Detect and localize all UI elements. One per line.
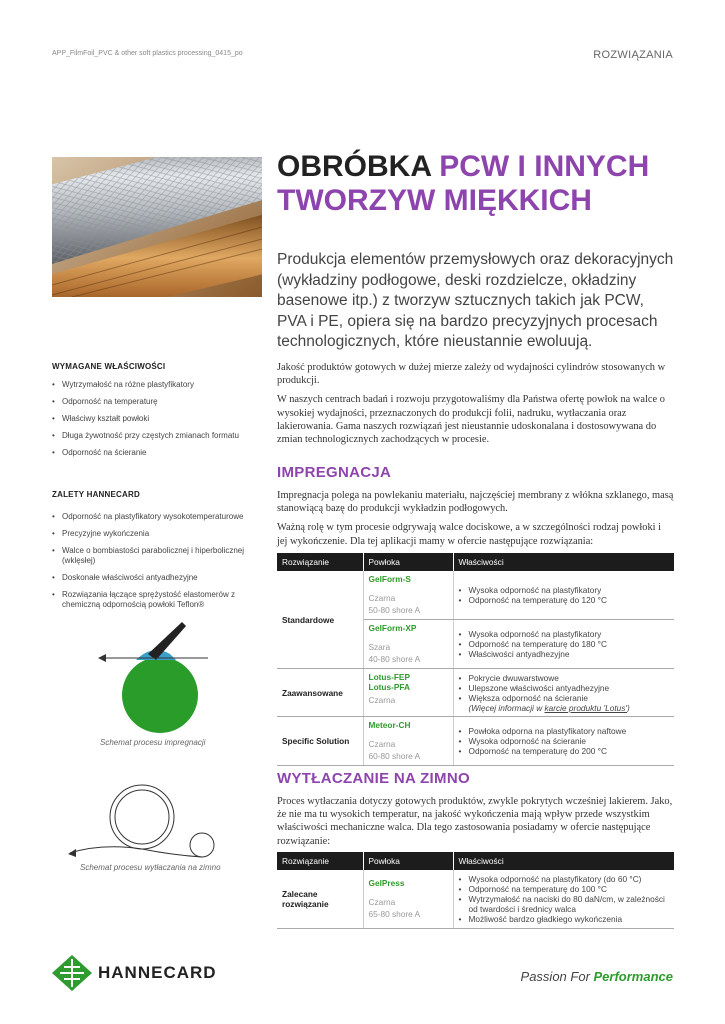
solution-cell: Zaawansowane: [277, 669, 363, 717]
hero-roller-image: [52, 157, 262, 297]
product-note: [459, 703, 670, 713]
solution-cell: Standardowe: [277, 571, 363, 669]
impregnation-table: [277, 553, 674, 766]
product-color: Szara: [368, 642, 391, 652]
product-name: Meteor-CH: [368, 720, 411, 730]
required-properties-heading: WYMAGANE WŁAŚCIWOŚCI: [52, 362, 166, 371]
embossing-caption: Schemat procesu wytłaczania na zimno: [80, 863, 221, 872]
product-hardness: 65-80 shore A: [368, 908, 421, 919]
title-purple-part-2: TWORZYW MIĘKKICH: [277, 184, 592, 217]
properties-cell: [453, 717, 674, 766]
embossing-diagram: [62, 783, 222, 863]
hannecard-logo-text: HANNECARD: [98, 963, 217, 982]
impregnation-diagram: [90, 620, 210, 735]
list-item: • Precyzyjne wykończenia: [52, 529, 267, 539]
page-title: [277, 150, 657, 218]
impregnation-heading: IMPREGNACJA: [277, 464, 392, 481]
coating-cell: [363, 620, 453, 669]
body-paragraph: Ważną rolę w tym procesie odgrywają walce dociskowe, a w szczególności rodzaj powłoki i jej wykończenie. Dla tej aplikacji mamy w ofercie następujące rozwiązania:: [277, 522, 662, 547]
impregnation-table-wrap: [277, 553, 674, 766]
list-item: • Wytrzymałość na różne plastyfikatory: [52, 380, 262, 390]
solution-cell: Specific Solution: [277, 717, 363, 766]
property-item: • Pokrycie dwuwarstwowe: [459, 673, 670, 683]
document-code: APP_FilmFoil_PVC & other soft plastics processing_0415_po: [52, 50, 243, 57]
table-row: [277, 669, 674, 717]
property-item: • Wysoka odporność na plastyfikatory: [459, 629, 670, 639]
property-item: • Właściwości antyadhezyjne: [459, 649, 670, 659]
required-properties-list: [52, 380, 262, 465]
product-color: Czarna: [368, 695, 396, 705]
title-dark-part: OBRÓBKA: [277, 150, 431, 183]
property-item: • Wytrzymałość na naciski do 80 daN/cm, w zależności od twardości i średnicy walca: [459, 894, 670, 914]
property-item: • Powłoka odporna na plastyfikatory naftowe: [459, 726, 670, 736]
product-name: Lotus-FEP: [368, 672, 410, 682]
tagline-emphasis: Performance: [593, 969, 673, 984]
embossing-table: [277, 852, 674, 929]
property-item: • Odporność na temperaturę do 200 °C: [459, 746, 670, 756]
title-purple-part-1: PCW I INNYCH: [439, 150, 650, 183]
note-text: ): [627, 702, 630, 713]
solution-line: Zalecane: [282, 888, 318, 899]
body-paragraph: Proces wytłaczania dotyczy gotowych produktów, zwykle pokrytych wcześniej lakierem. Jako, że nie ma tu wysokich temperatur, na jakość wykończenia mają wpływ przede wszystkim właściwości mechaniczne walca. Dla tego zastosowania posiadamy w ofercie następujące rozwiązanie:: [277, 796, 673, 847]
lotus-product-link[interactable]: karcie produktu 'Lotus': [544, 702, 627, 713]
embossing-table-wrap: [277, 852, 674, 929]
body-paragraph: Impregnacja polega na powlekaniu materiału, najczęściej membrany z włókna szklanego, masą stanowiącą bazę do produkcji wykładzin podłogowych.: [277, 490, 674, 515]
property-item: • Wysoka odporność na ścieranie: [459, 736, 670, 746]
properties-cell: [453, 870, 674, 928]
list-item: • Odporność na plastyfikatory wysokotemperaturowe: [52, 512, 267, 522]
column-header: Rozwiązanie: [277, 553, 363, 571]
list-item: • Odporność na temperaturę: [52, 397, 262, 407]
product-hardness: 40-80 shore A: [368, 654, 421, 664]
intro-paragraph: Produkcja elementów przemysłowych oraz dekoracyjnych (wykładziny podłogowe, deski rozdzielcze, okładziny basenowe itp.) z tworzyw sztucznych takich jak PCW, PVA i PE, opiera się na bardzo precyzyjnych procesach technologicznych, które nieustannie ewoluują.: [277, 251, 674, 350]
advantages-list: [52, 512, 267, 617]
product-name: Lotus-PFA: [368, 682, 410, 692]
product-name: GelForm-S: [368, 574, 411, 584]
table-row: [277, 571, 674, 620]
tagline: [521, 969, 673, 984]
column-header: Rozwiązanie: [277, 852, 363, 870]
column-header: Powłoka: [363, 553, 453, 571]
body-intro: [277, 361, 674, 452]
note-text: (Więcej informacji w: [468, 702, 545, 713]
body-paragraph: Jakość produktów gotowych w dużej mierze zależy od wydajności cylindrów stosowanych w produkcji.: [277, 362, 666, 387]
product-hardness: 60-80 shore A: [368, 751, 421, 761]
embossing-text: [277, 795, 674, 854]
tagline-part: Passion For: [520, 969, 594, 984]
solution-cell: [277, 870, 363, 928]
list-item: • Właściwy kształt powłoki: [52, 414, 262, 424]
product-name: GelPress: [368, 877, 405, 888]
property-item: • Wysoka odporność na plastyfikatory: [459, 585, 670, 595]
solution-line: rozwiązanie: [282, 898, 329, 909]
coating-cell: [363, 571, 453, 620]
column-header: Właściwości: [453, 553, 674, 571]
properties-cell: [453, 571, 674, 620]
product-color: Czarna: [368, 593, 396, 603]
property-item: • Możliwość bardzo gładkiego wykończenia: [459, 914, 670, 924]
list-item: • Doskonałe właściwości antyadhezyjne: [52, 573, 267, 583]
property-item: • Wysoka odporność na plastyfikatory (do 60 °C): [459, 874, 670, 884]
property-item: • Odporność na temperaturę do 180 °C: [459, 639, 670, 649]
impregnation-caption: Schemat procesu impregnacji: [100, 738, 206, 747]
property-item: • Odporność na temperaturę do 100 °C: [459, 884, 670, 894]
list-item: • Rozwiązania łączące sprężystość elastomerów z chemiczną odpornością powłoki Teflon®: [52, 590, 267, 610]
coating-cell: [363, 669, 453, 717]
product-name: GelForm-XP: [368, 623, 417, 633]
product-hardness: 50-80 shore A: [368, 605, 421, 615]
list-item: • Odporność na ścieranie: [52, 448, 262, 458]
table-header-row: [277, 553, 674, 571]
column-header: Powłoka: [363, 852, 453, 870]
body-paragraph: W naszych centrach badań i rozwoju przygotowaliśmy dla Państwa ofertę powłok na walce o wysokiej wydajności, przeznaczonych do produkcji folii, nadruku, wytłaczania oraz lakierowania. Gama naszych rozwiązań jest nieustannie udoskonalana i dostosowywana do zmian technologicznych zachodzących w procesie.: [277, 394, 665, 446]
embossing-heading: WYTŁACZANIE NA ZIMNO: [277, 770, 470, 787]
table-row: [277, 870, 674, 928]
advantages-heading: ZALETY HANNECARD: [52, 490, 140, 499]
list-item: • Walce o bombiastości parabolicznej i hiperbolicznej (wklęsłej): [52, 546, 267, 566]
table-header-row: [277, 852, 674, 870]
list-item: • Długa żywotność przy częstych zmianach formatu: [52, 431, 262, 441]
hannecard-logo-icon: [52, 955, 92, 991]
property-item: • Większa odporność na ścieranie: [459, 693, 670, 703]
column-header: Właściwości: [453, 852, 674, 870]
properties-cell: [453, 620, 674, 669]
product-color: Czarna: [368, 739, 396, 749]
impregnation-text: [277, 489, 674, 554]
product-color: Czarna: [368, 896, 396, 907]
table-row: [277, 717, 674, 766]
property-item: • Ulepszone właściwości antyadhezyjne: [459, 683, 670, 693]
property-item: • Odporność na temperaturę do 120 °C: [459, 595, 670, 605]
coating-cell: [363, 717, 453, 766]
properties-cell: [453, 669, 674, 717]
section-label: ROZWIĄZANIA: [593, 49, 673, 61]
coating-cell: [363, 870, 453, 928]
